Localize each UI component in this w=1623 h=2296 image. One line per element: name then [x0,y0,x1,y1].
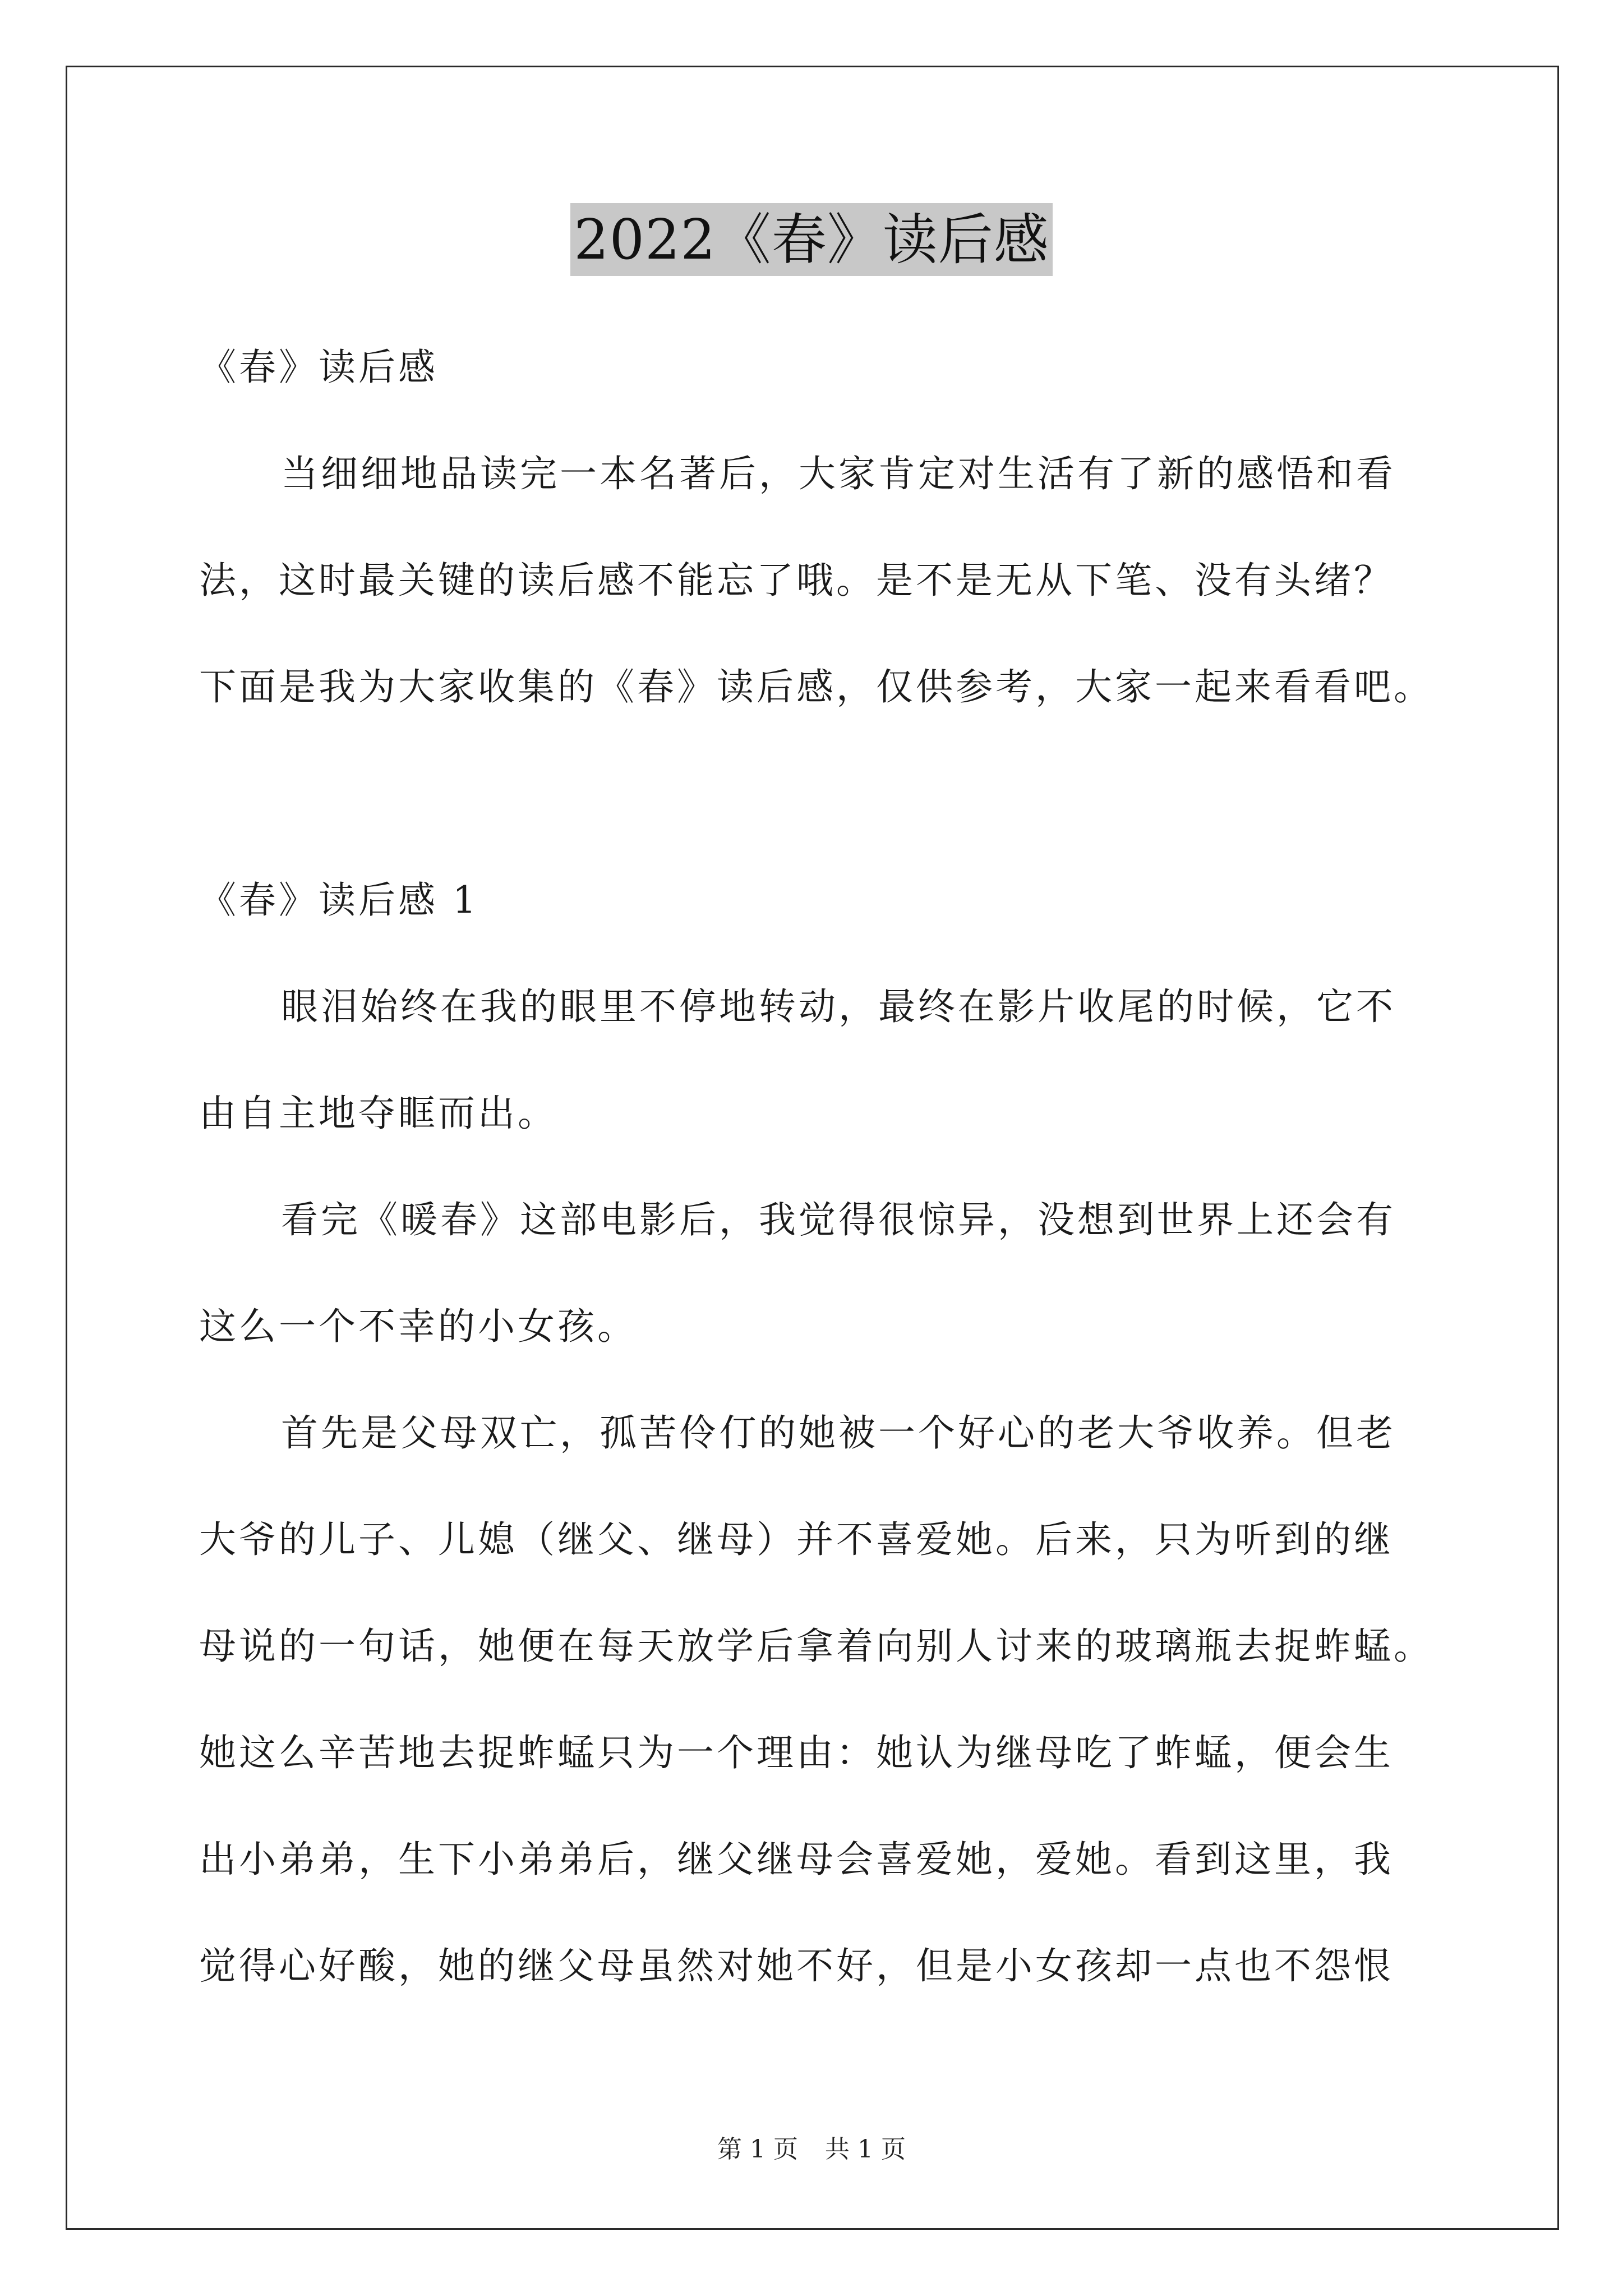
paragraph-line: 大爷的儿子、儿媳（继父、继母）并不喜爱她。后来，只为听到的继 [199,1518,1394,1561]
paragraph-gap [199,740,1427,847]
paragraph-line: 她这么辛苦地去捉蚱蜢只为一个理由：她认为继母吃了蚱蜢，便会生 [199,1731,1394,1774]
document-subtitle: 《春》读后感 [199,346,438,389]
paragraph-line: 出小弟弟，生下小弟弟后，继父继母会喜爱她，爱她。看到这里，我 [199,1838,1394,1881]
total-pages: 共 1 页 [825,2135,906,2164]
document-body [199,314,1433,2019]
page-number: 第 1 页 [717,2135,798,2164]
paragraph-line: 首先是父母双亡，孤苦伶仃的她被一个好心的老大爷收养。但老 [281,1411,1396,1455]
section-heading: 《春》读后感 1 [199,878,479,922]
paragraph-line: 母说的一句话，她便在每天放学后拿着向别人讨来的玻璃瓶去捉蚱蜢。 [199,1625,1433,1668]
intro-line: 下面是我为大家收集的《春》读后感，仅供参考，大家一起来看看吧。 [199,665,1433,708]
title-container [0,203,1623,276]
page-footer [0,2129,1623,2165]
paragraph-line: 眼泪始终在我的眼里不停地转动，最终在影片收尾的时候，它不 [281,985,1396,1028]
paragraph-line: 这么一个不幸的小女孩。 [199,1305,637,1348]
intro-line: 当细细地品读完一本名著后，大家肯定对生活有了新的感悟和看 [281,452,1396,495]
document-title: 2022《春》读后感 [570,203,1052,276]
intro-line: 法，这时最关键的读后感不能忘了哦。是不是无从下笔、没有头绪？ [199,559,1394,602]
paragraph-line: 由自主地夺眶而出。 [199,1092,557,1135]
paragraph-line: 看完《暖春》这部电影后，我觉得很惊异，没想到世界上还会有 [281,1198,1396,1241]
paragraph-line: 觉得心好酸，她的继父母虽然对她不好，但是小女孩却一点也不怨恨 [199,1944,1394,1987]
